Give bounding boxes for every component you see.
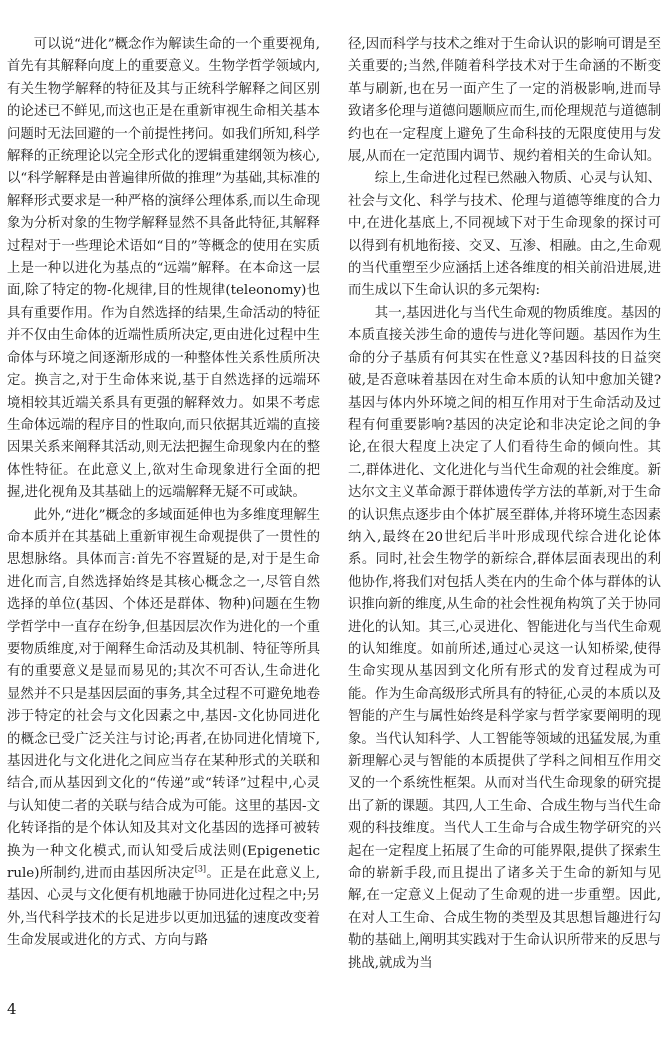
paragraph-continuation: 径,因而科学与技术之维对于生命认识的影响可谓是至关重要的;当然,伴随着科学技术对于生命涵的不断变革与刷新,也在另一面产生了一定的消极影响,进而导致诸多伦理与道德问题顺应而生,而伦理规范与道德制约也在一定程度上避免了生命科技的无限度使用与发展,从而在一定范围内调节、规约着相关的生命认知。	[348, 37, 661, 165]
right-column	[348, 34, 661, 975]
page-number: 4	[7, 1000, 17, 1018]
left-column	[7, 34, 320, 953]
paragraph-summary: 综上,生命进化过程已然融入物质、心灵与认知、社会与文化、科学与技术、伦理与道德等维度的合力中,在进化基底上,不同视域下对于生命现象的探讨可以得到有机地衔接、交叉、互渗、相融。由之,生命观的当代重塑至少应涵括上述各维度的相关前沿进展,进而生成以下生命认识的多元架构:	[348, 171, 661, 299]
paragraph-text-tail: 。正是在此意义上,基因、心灵与文化便有机地融于协同进化过程之中;另外,当代科学技术的长足进步以更加迅猛的速度改变着生命发展或进化的方式、方向与路	[7, 866, 320, 949]
paragraph-dimensions-list: 其一,基因进化与当代生命观的物质维度。基因的本质直接关涉生命的遗传与进化等问题。基因作为生命的分子基质有何其实在性意义?基因科技的日益突破,是否意味着基因在对生命本质的认知中愈加关键?基因与体内外环境之间的相互作用对于生命活动及过程有何重要影响?基因的决定论和非决定论之间的争论,在很大程度上决定了人们看待生命的倾向性。其二,群体进化、文化进化与当代生命观的社会维度。新达尔文主义革命源于群体遗传学方法的革新,对于生命的认识焦点逐步由个体扩展至群体,并将环境生态因素纳入,最终在20世纪后半叶形成现代综合进化论体系。同时,社会生物学的新综合,群体层面表现出的利他协作,将我们对包括人类在内的生命个体与群体的认识推向新的维度,从生命的社会性视角构筑了关于协同进化的认知。其三,心灵进化、智能进化与当代生命观的认知维度。如前所述,通过心灵这一认知桥梁,使得生命实现从基因到文化所有形式的发育过程成为可能。作为生命高级形式所具有的特征,心灵的本质以及智能的产生与属性始终是科学家与哲学家要阐明的现象。当代认知科学、人工智能等领域的迅猛发展,为重新理解心灵与智能的本质提供了学科之间相互作用交叉的一个系统性框架。从而对当代生命现象的研究提出了新的课题。其四,人工生命、合成生物与当代生命观的科技维度。当代人工生命与合成生物学研究的兴起在一定程度上拓展了生命的可能界限,提供了探索生命的崭新手段,而且提出了诸多关于生命的新知与见解,在一定意义上促动了生命观的进一步重塑。因此,在对人工生命、合成生物的类型及其思想旨趣进行勾勒的基础上,阐明其实践对于生命认识所带来的反思与挑战,就成为当	[348, 305, 661, 971]
citation-reference[interactable]: [3]	[194, 864, 207, 874]
paragraph-evolution-explanation: 可以说“进化”概念作为解读生命的一个重要视角,首先有其解释向度上的重要意义。生物学哲学领域内,有关生物学解释的特征及其与正统科学解释之间区别的论述已不鲜见,而这也正是在重新审视生命相关基本问题时无法回避的一个前提性拷问。如我们所知,科学解释的正统理论以完全形式化的逻辑重建纲领为核心,以“科学解释是由普遍律所做的推理”为基础,其标准的解释形式要求是一种严格的演绎公理体系,而以生命现象为分析对象的生物学解释显然不具备此特征,其解释过程对于一些理论术语如“目的”等概念的使用在实质上是一种以进化为基点的“远端”解释。在本命这一层面,除了特定的物-化规律,目的性规律(teleonomy)也具有重要作用。作为自然选择的结果,生命活动的特征并不仅由生命体的近端性质所决定,更由进化过程中生命体与环境之间逐渐形成的一种整体性关系性质所决定。换言之,对于生命体来说,基于自然选择的远端环境相较其近端关系具有更强的解释效力。如果不考虑生命体远端的程序目的性取向,而只依据其近端的直接因果关系来阐释其活动,则无法把握生命现象内在的整体性特征。在此意义上,欲对生命现象进行全面的把握,进化视角及其基础上的远端解释无疑不可或缺。	[7, 37, 320, 501]
paragraph-evolution-dimensions	[7, 505, 320, 953]
paragraph-text: 此外,“进化”概念的多域面延伸也为多维度理解生命本质并在其基础上重新审视生命观提供了一贯性的思想脉络。具体而言:首先不容置疑的是,对于是生命进化而言,自然选择始终是其核心概念之一,尽管自然选择的单位(基因、个体还是群体、物种)问题在生物学哲学中一直存在纷争,但基因层次作为进化的一个重要物质维度,对于阐释生命活动及其机制、特征等所具有的重要意义是显而易见的;其次不可否认,生命进化显然并不只是基因层面的事务,其全过程不可避免地卷涉于特定的社会与文化因素之中,基因-文化协同进化的概念已受广泛关注与讨论;再者,在协同进化情境下,基因进化与文化进化之间应当存在某种形式的关联和结合,而从基因到文化的“传递”或“转译”过程中,心灵与认知使二者的关联与结合成为可能。这里的基因-文化转译指的是个体认知及其对文化基因的选择可被转换为一种文化模式,而认知受后成法则(Epigenetic rule)所制约,进而由基因所决定	[7, 507, 320, 882]
